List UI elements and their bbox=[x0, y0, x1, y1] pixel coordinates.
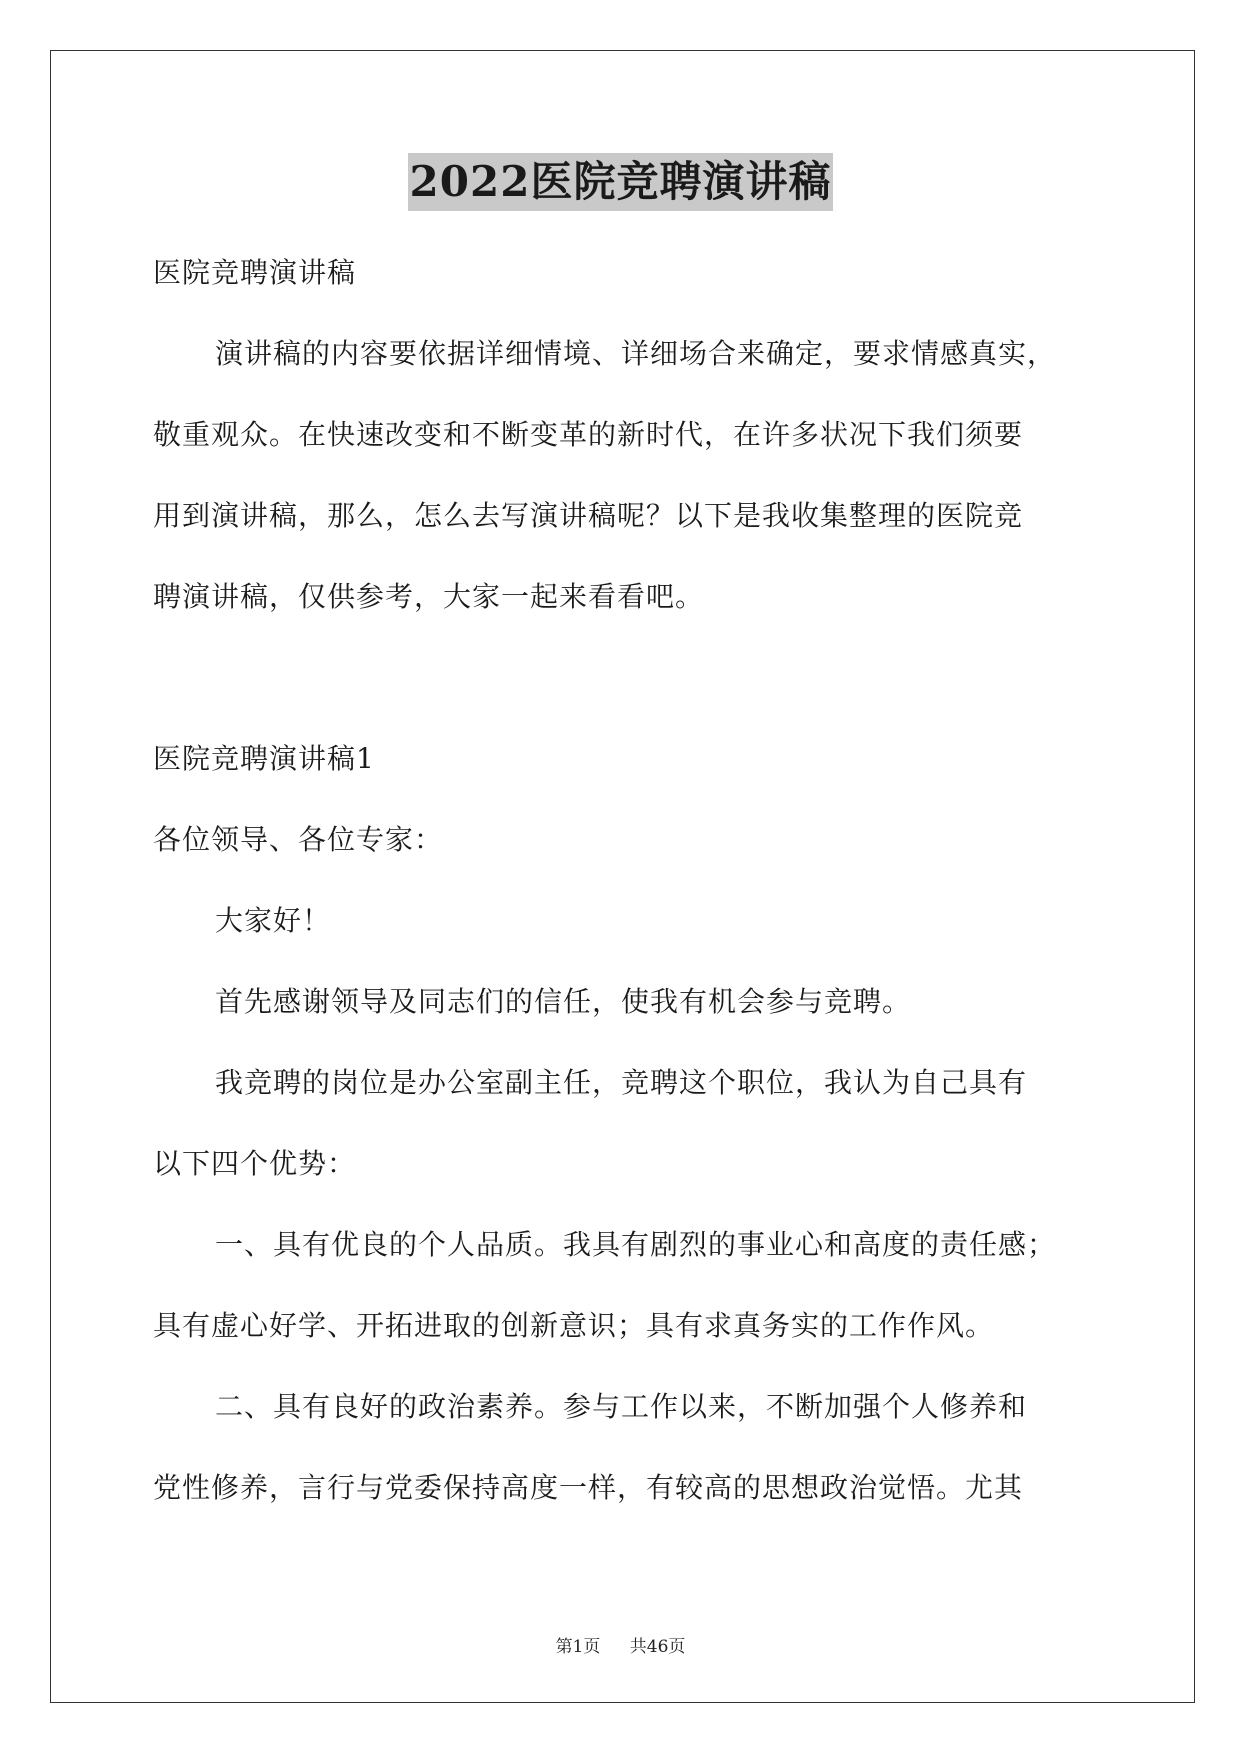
page-footer bbox=[0, 1632, 1241, 1657]
paragraph-line: 党性修养，言行与党委保持高度一样，有较高的思想政治觉悟。尤其 bbox=[153, 1471, 1024, 1504]
page-total: 共46页 bbox=[629, 1637, 686, 1657]
document-title: 2022医院竞聘演讲稿 bbox=[408, 153, 834, 211]
paragraph-line: 一、具有优良的个人品质。我具有剧烈的事业心和高度的责任感； bbox=[215, 1228, 1057, 1261]
salutation: 各位领导、各位专家： bbox=[153, 823, 444, 856]
paragraph-line: 二、具有良好的政治素养。参与工作以来，不断加强个人修养和 bbox=[215, 1390, 1028, 1423]
section-heading: 医院竞聘演讲稿1 bbox=[153, 742, 375, 775]
document-body bbox=[153, 232, 1121, 1528]
paragraph-line: 聘演讲稿，仅供参考，大家一起来看看吧。 bbox=[153, 580, 705, 613]
title-container bbox=[0, 153, 1241, 211]
paragraph-line: 敬重观众。在快速改变和不断变革的新时代，在许多状况下我们须要 bbox=[153, 418, 1024, 451]
page-number: 第1页 bbox=[555, 1637, 601, 1657]
paragraph-line: 用到演讲稿，那么，怎么去写演讲稿呢？以下是我收集整理的医院竞 bbox=[153, 499, 1024, 532]
spacer bbox=[153, 637, 1121, 718]
paragraph-line: 具有虚心好学、开拓进取的创新意识；具有求真务实的工作作风。 bbox=[153, 1309, 995, 1342]
paragraph-line: 我竞聘的岗位是办公室副主任，竞聘这个职位，我认为自己具有 bbox=[215, 1066, 1028, 1099]
greeting: 大家好！ bbox=[215, 904, 332, 937]
paragraph-line: 演讲稿的内容要依据详细情境、详细场合来确定，要求情感真实， bbox=[215, 337, 1057, 370]
paragraph-line: 首先感谢领导及同志们的信任，使我有机会参与竞聘。 bbox=[215, 985, 912, 1018]
paragraph-line: 以下四个优势： bbox=[153, 1147, 357, 1180]
section-heading: 医院竞聘演讲稿 bbox=[153, 256, 357, 289]
